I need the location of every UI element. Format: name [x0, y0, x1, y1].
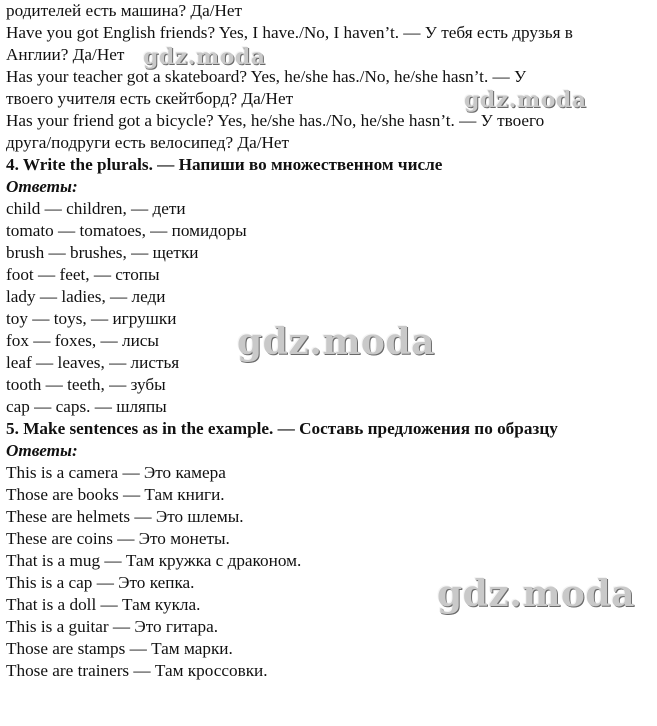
- text-line: Those are stamps — Там марки.: [6, 639, 233, 658]
- text-line: foot — feet, — стопы: [6, 265, 160, 284]
- text-line: cap — caps. — шляпы: [6, 397, 167, 416]
- text-line: That is a mug — Там кружка с драконом.: [6, 551, 302, 570]
- text-line: child — children, — дети: [6, 199, 186, 218]
- text-line: твоего учителя есть скейтборд? Да/Нет: [6, 89, 294, 108]
- watermark: gdz.moda: [143, 44, 266, 70]
- text-line: leaf — leaves, — листья: [6, 353, 180, 372]
- text-line: Англии? Да/Нет: [6, 45, 125, 64]
- text-line: друга/подруги есть велосипед? Да/Нет: [6, 133, 290, 152]
- watermark: gdz.moda: [237, 321, 435, 363]
- answers-label: Ответы:: [6, 177, 78, 196]
- text-line: These are coins — Это монеты.: [6, 529, 230, 548]
- text-line: toy — toys, — игрушки: [6, 309, 177, 328]
- text-line: tooth — teeth, — зубы: [6, 375, 166, 394]
- text-line: lady — ladies, — леди: [6, 287, 166, 306]
- section-heading: 4. Write the plurals. — Напиши во множественном числе: [6, 155, 443, 174]
- text-line: Have you got English friends? Yes, I have./No, I haven’t. — У тебя есть друзья в: [6, 23, 573, 42]
- section-heading: 5. Make sentences as in the example. — Составь предложения по образцу: [6, 419, 558, 438]
- text-line: fox — foxes, — лисы: [6, 331, 159, 350]
- text-line: This is a camera — Это камера: [6, 463, 226, 482]
- text-line: Has your friend got a bicycle? Yes, he/she has./No, he/she hasn’t. — У твоего: [6, 111, 545, 130]
- text-line: Those are trainers — Там кроссовки.: [6, 661, 268, 680]
- watermark: gdz.moda: [437, 573, 635, 615]
- watermark: gdz.moda: [464, 87, 587, 113]
- text-line: That is a doll — Там кукла.: [6, 595, 201, 614]
- text-line: Those are books — Там книги.: [6, 485, 225, 504]
- text-line: родителей есть машина? Да/Нет: [6, 1, 243, 20]
- text-line: This is a guitar — Это гитара.: [6, 617, 219, 636]
- text-line: tomato — tomatoes, — помидоры: [6, 221, 247, 240]
- text-line: These are helmets — Это шлемы.: [6, 507, 244, 526]
- text-line: brush — brushes, — щетки: [6, 243, 199, 262]
- answers-label: Ответы:: [6, 441, 78, 460]
- text-line: Has your teacher got a skateboard? Yes, he/she has./No, he/she hasn’t. — У: [6, 67, 527, 86]
- text-line: This is a cap — Это кепка.: [6, 573, 195, 592]
